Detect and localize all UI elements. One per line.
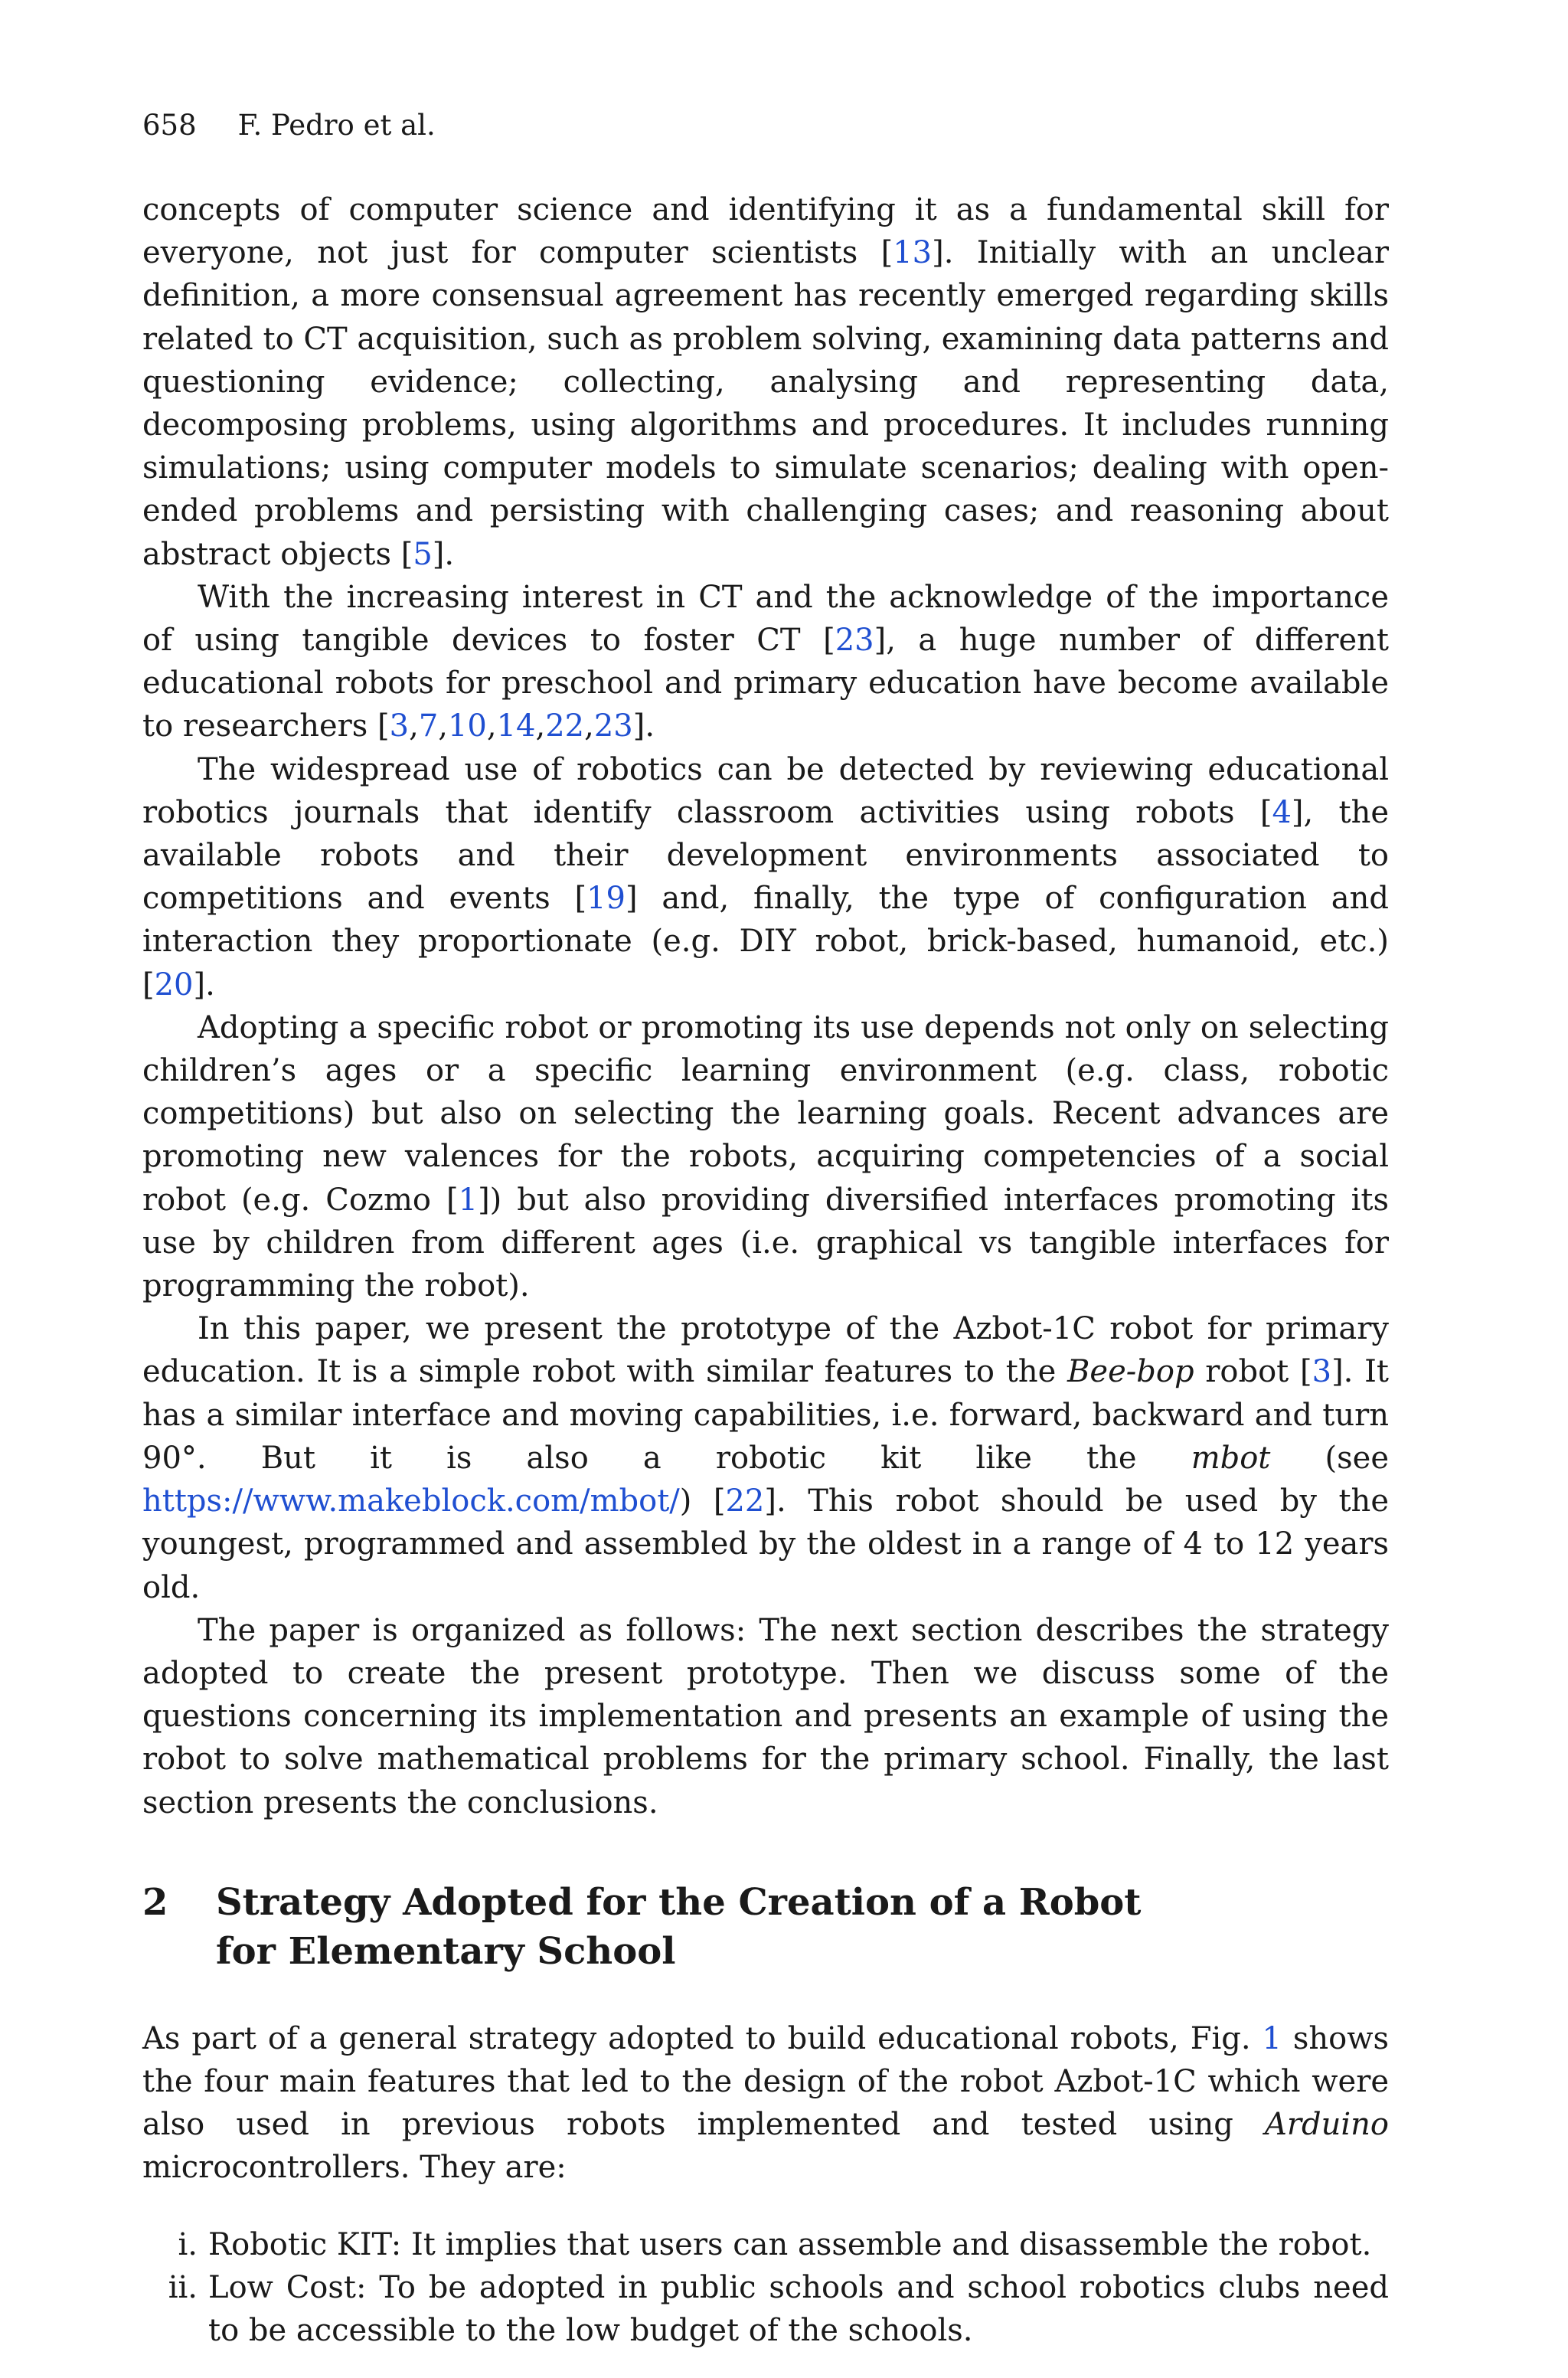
citation-link[interactable]: 22	[545, 708, 585, 744]
citation-link[interactable]: 22	[725, 1483, 765, 1519]
citation-link[interactable]: 5	[413, 536, 433, 572]
text-run: ]. Initially with an unclear definition, a more consensual agreement has recently emerged regarding skills related to CT acquisition, such as problem solving, examining data patterns and questioning evidence; collecting, analysing and representing data, decomposing problems, using algorithms and procedures. It includes running simulations; using computer models to simulate scenarios; dealing with open-ended problems and persisting with challenging cases; and reasoning about abstract objects [	[142, 235, 1389, 572]
text-run: ], the available robots and their development environments associated to competitions and events [	[142, 794, 1390, 917]
page	[142, 104, 1389, 2352]
citation-link[interactable]: 1	[458, 1182, 479, 1218]
citation-link[interactable]: 3	[389, 708, 410, 744]
text-run: concepts of computer science and identifying it as a fundamental skill for everyone, not just for computer scientists [	[142, 192, 1389, 271]
paragraph	[142, 188, 1389, 576]
paragraph	[142, 1307, 1389, 1608]
paragraph	[142, 1609, 1389, 1824]
emphasis-text: Bee-bop	[1067, 1354, 1194, 1390]
text-run: (see	[1270, 1440, 1389, 1476]
citation-link[interactable]: 19	[586, 881, 626, 917]
citation-link[interactable]: 1	[1262, 2020, 1282, 2056]
list-item-text: Low Cost: To be adopted in public schools and school robotics clubs need to be accessible to the low budget of the schools.	[208, 2269, 1389, 2348]
text-run: ,	[438, 708, 448, 744]
url-link[interactable]: https://www.makeblock.com/mbot/	[142, 1483, 680, 1519]
citation-link[interactable]: 23	[835, 623, 874, 659]
list-item	[142, 2223, 1389, 2266]
citation-link[interactable]: 13	[893, 235, 933, 271]
text-run: ]) but also providing diversified interfaces promoting its use by children from different ages (i.e. graphical vs tangible interfaces for programming the robot).	[142, 1182, 1389, 1304]
text-run: ]. It has a similar interface and moving capabilities, i.e. forward, backward and turn 90°. But it is also a robotic kit like the	[142, 1354, 1389, 1476]
list-item-text: Robotic KIT: It implies that users can assemble and disassemble the robot.	[208, 2226, 1372, 2262]
text-run: ) [	[679, 1483, 726, 1519]
paragraph	[142, 1006, 1389, 1307]
text-run: ].	[632, 708, 655, 744]
paragraph	[142, 748, 1389, 1006]
text-run: ,	[486, 708, 497, 744]
emphasis-text: Arduino	[1264, 2107, 1389, 2143]
text-run: microcontrollers. They are:	[142, 2150, 567, 2186]
list-marker: i.	[178, 2226, 198, 2262]
text-run: ,	[535, 708, 546, 744]
text-run: ].	[193, 967, 215, 1003]
text-run: ]. This robot should be used by the youngest, programmed and assembled by the oldest in a range of 4 to 12 years old.	[142, 1483, 1389, 1605]
section-title-line1: Strategy Adopted for the Creation of a Robot	[216, 1880, 1142, 1924]
section-paragraph	[142, 2017, 1389, 2190]
text-run: As part of a general strategy adopted to build educational robots, Fig.	[142, 2020, 1263, 2056]
citation-link[interactable]: 10	[447, 708, 487, 744]
running-head	[142, 104, 1389, 147]
paragraph	[142, 576, 1389, 748]
citation-link[interactable]: 14	[496, 708, 536, 744]
list-item	[142, 2266, 1389, 2352]
section-title	[216, 1878, 1141, 1976]
feature-list	[142, 2223, 1389, 2353]
text-run: robot [	[1194, 1354, 1312, 1390]
citation-link[interactable]: 4	[1272, 794, 1292, 830]
emphasis-text: mbot	[1191, 1440, 1271, 1476]
page-number: 658	[142, 109, 197, 142]
text-run: ], a huge number of different educational robots for preschool and primary education have become available to researchers [	[142, 623, 1389, 744]
text-run: The paper is organized as follows: The next section describes the strategy adopted to create the present prototype. Then we discuss some of the questions concerning its implementation and presents an example of using the robot to solve mathematical problems for the primary school. Finally, the last section presents the conclusions.	[142, 1612, 1389, 1820]
text-run: ] and, finally, the type of configuration and interaction they proportionate (e.g. DIY robot, brick-based, humanoid, etc.) [	[142, 881, 1389, 1003]
running-head-authors: F. Pedro et al.	[237, 109, 436, 142]
text-run: With the increasing interest in CT and the acknowledge of the importance of using tangible devices to foster CT [	[142, 579, 1389, 659]
text-run: ].	[432, 536, 455, 572]
text-run: The widespread use of robotics can be detected by reviewing educational robotics journals that identify classroom activities using robots [	[142, 751, 1389, 830]
citation-link[interactable]: 7	[418, 708, 439, 744]
citation-link[interactable]: 20	[154, 967, 194, 1003]
text-run: ,	[409, 708, 419, 744]
section-number: 2	[142, 1880, 168, 1924]
citation-link[interactable]: 23	[593, 708, 633, 744]
text-run: In this paper, we present the prototype of the Azbot-1C robot for primary education. It is a simple robot with similar features to the	[142, 1311, 1389, 1390]
section-heading	[142, 1878, 1389, 1976]
citation-link[interactable]: 3	[1312, 1354, 1332, 1390]
list-marker: ii.	[168, 2269, 198, 2305]
section-title-line2: for Elementary School	[216, 1929, 676, 1973]
text-run: shows the four main features that led to the design of the robot Azbot-1C which were also used in previous robots implemented and tested using	[142, 2020, 1389, 2143]
text-run: ,	[584, 708, 594, 744]
text-run: Adopting a specific robot or promoting its use depends not only on selecting children’s ages or a specific learning environment (e.g. class, robotic competitions) but also on selecting the learning goals. Recent advances are promoting new valences for the robots, acquiring competencies of a social robot (e.g. Cozmo [	[142, 1009, 1389, 1218]
